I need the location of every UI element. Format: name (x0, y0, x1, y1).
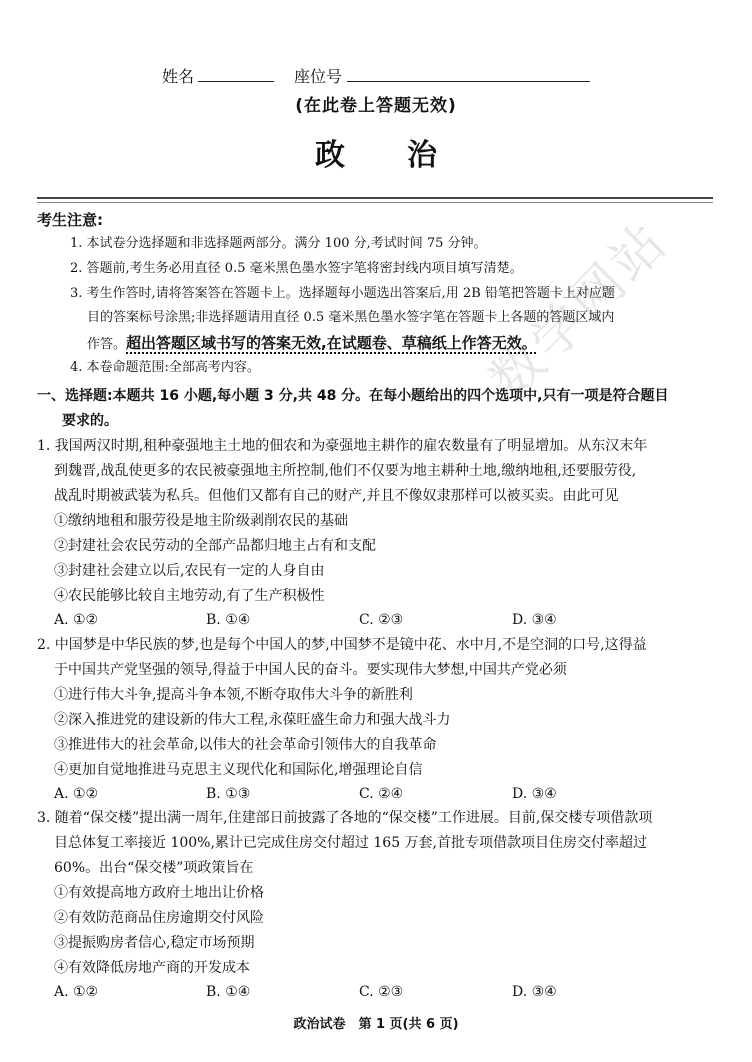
subject-title: 政治 (315, 138, 499, 173)
question-2-choice-a: A. ①② (54, 786, 99, 802)
question-1-option-4: ④农民能够比较自主地劳动,有了生产积极性 (54, 588, 325, 604)
invalid-note: (在此卷上答题无效) (295, 96, 457, 116)
notice-item-2: 2. 答题前,考生务必用直径 0.5 毫米黑色墨水签字笔将密封线内项目填写清楚。 (70, 261, 523, 276)
seat-blank-line (347, 81, 590, 82)
question-3-option-2: ②有效防范商品住房逾期交付风险 (54, 910, 264, 926)
question-3-stem-line-3: 60%。出台“保交楼”项政策旨在 (54, 860, 254, 876)
notice-item-3-emphasis: 超出答题区域书写的答案无效,在试题卷、草稿纸上作答无效。 (126, 334, 537, 352)
question-1-choice-c: C. ②③ (359, 612, 404, 628)
notice-item-4: 4. 本卷命题范围:全部高考内容。 (70, 360, 260, 375)
question-3-option-1: ①有效提高地方政府土地出让价格 (54, 885, 264, 901)
question-1-option-1: ①缴纳地租和服劳役是地主阶级剥削农民的基础 (54, 513, 348, 529)
question-2-choice-d: D. ③④ (512, 786, 557, 802)
question-2-option-1: ①进行伟大斗争,提高斗争本领,不断夺取伟大斗争的新胜利 (54, 687, 413, 703)
notice-heading: 考生注意: (37, 211, 103, 229)
notice-item-3-line-1: 3. 考生作答时,请将答案答在答题卡上。选择题每小题选出答案后,用 2B 铅笔把答题卡上对应题 (70, 286, 615, 301)
question-1-choice-b: B. ①④ (206, 612, 251, 628)
section-heading-line-1: 一、选择题:本题共 16 小题,每小题 3 分,共 48 分。在每小题给出的四个选项中,只有一项是符合题目 (37, 388, 669, 404)
question-2-choice-c: C. ②④ (359, 786, 404, 802)
section-heading-line-2: 要求的。 (62, 413, 118, 429)
question-2-stem-line-2: 于中国共产党坚强的领导,得益于中国人民的奋斗。要实现伟大梦想,中国共产党必须 (54, 662, 567, 678)
question-3-option-3: ③提振购房者信心,稳定市场预期 (54, 935, 255, 951)
page-footer: 政治试卷 第 1 页(共 6 页) (293, 1017, 459, 1032)
name-label: 姓名 (162, 67, 195, 86)
question-3-stem-line-2: 目总体复工率接近 100%,累计已完成住房交付超过 165 万套,首批专项借款项目住房交付率超过 (54, 835, 647, 851)
notice-item-1: 1. 本试卷分选择题和非选择题两部分。满分 100 分,考试时间 75 分钟。 (70, 236, 487, 251)
question-2-option-2: ②深入推进党的建设新的伟大工程,永葆旺盛生命力和强大战斗力 (54, 712, 451, 728)
notice-item-3-plain: 作答。 (87, 337, 127, 352)
question-3-choice-d: D. ③④ (512, 984, 557, 1000)
question-2-option-4: ④更加自觉地推进马克思主义现代化和国际化,增强理论自信 (54, 762, 423, 778)
watermark-text: 数学网站 (479, 210, 681, 412)
question-1-choice-d: D. ③④ (512, 612, 557, 628)
question-3-option-4: ④有效降低房地产商的开发成本 (54, 960, 250, 976)
question-3-choice-c: C. ②③ (359, 984, 404, 1000)
header-rule-thin (37, 202, 713, 203)
question-1-stem-line-3: 战乱时期被武装为私兵。但他们又都有自己的财产,并且不像奴隶那样可以被买卖。由此可见 (54, 488, 619, 504)
header-rule-thick (37, 197, 713, 199)
question-1-choice-a: A. ①② (54, 612, 99, 628)
section-heading (37, 384, 717, 434)
question-3-choice-a: A. ①② (54, 984, 99, 1000)
name-blank-line (198, 81, 274, 82)
notice-item-3-line-2: 目的答案标号涂黑;非选择题请用直径 0.5 毫米黑色墨水签字笔在答题卡上各题的答题区域内 (87, 310, 615, 325)
question-1-option-2: ②封建社会农民劳动的全部产品都归地主占有和支配 (54, 538, 376, 554)
question-2-stem-line-1: 2. 中国梦是中华民族的梦,也是每个中国人的梦,中国梦不是镜中花、水中月,不是空洞的口号,这得益 (37, 637, 647, 653)
notice-item-3-line-3 (87, 331, 732, 357)
question-1-option-3: ③封建社会建立以后,农民有一定的人身自由 (54, 563, 325, 579)
question-1-stem-line-1: 1. 我国两汉时期,租种豪强地主土地的佃农和为豪强地主耕作的雇农数量有了明显增加。从东汉末年 (37, 438, 648, 454)
question-2-option-3: ③推进伟大的社会革命,以伟大的社会革命引领伟大的自我革命 (54, 737, 437, 753)
question-1-stem-line-2: 到魏晋,战乱使更多的农民被豪强地主所控制,他们不仅要为地主耕种土地,缴纳地租,还要服劳役, (54, 463, 637, 479)
question-3-choice-b: B. ①④ (206, 984, 251, 1000)
seat-label: 座位号 (294, 67, 343, 86)
question-2-choice-b: B. ①③ (206, 786, 251, 802)
question-3-stem-line-1: 3. 随着“保交楼”提出满一周年,住建部日前披露了各地的“保交楼”工作进展。目前,保交楼专项借款项 (37, 810, 653, 826)
